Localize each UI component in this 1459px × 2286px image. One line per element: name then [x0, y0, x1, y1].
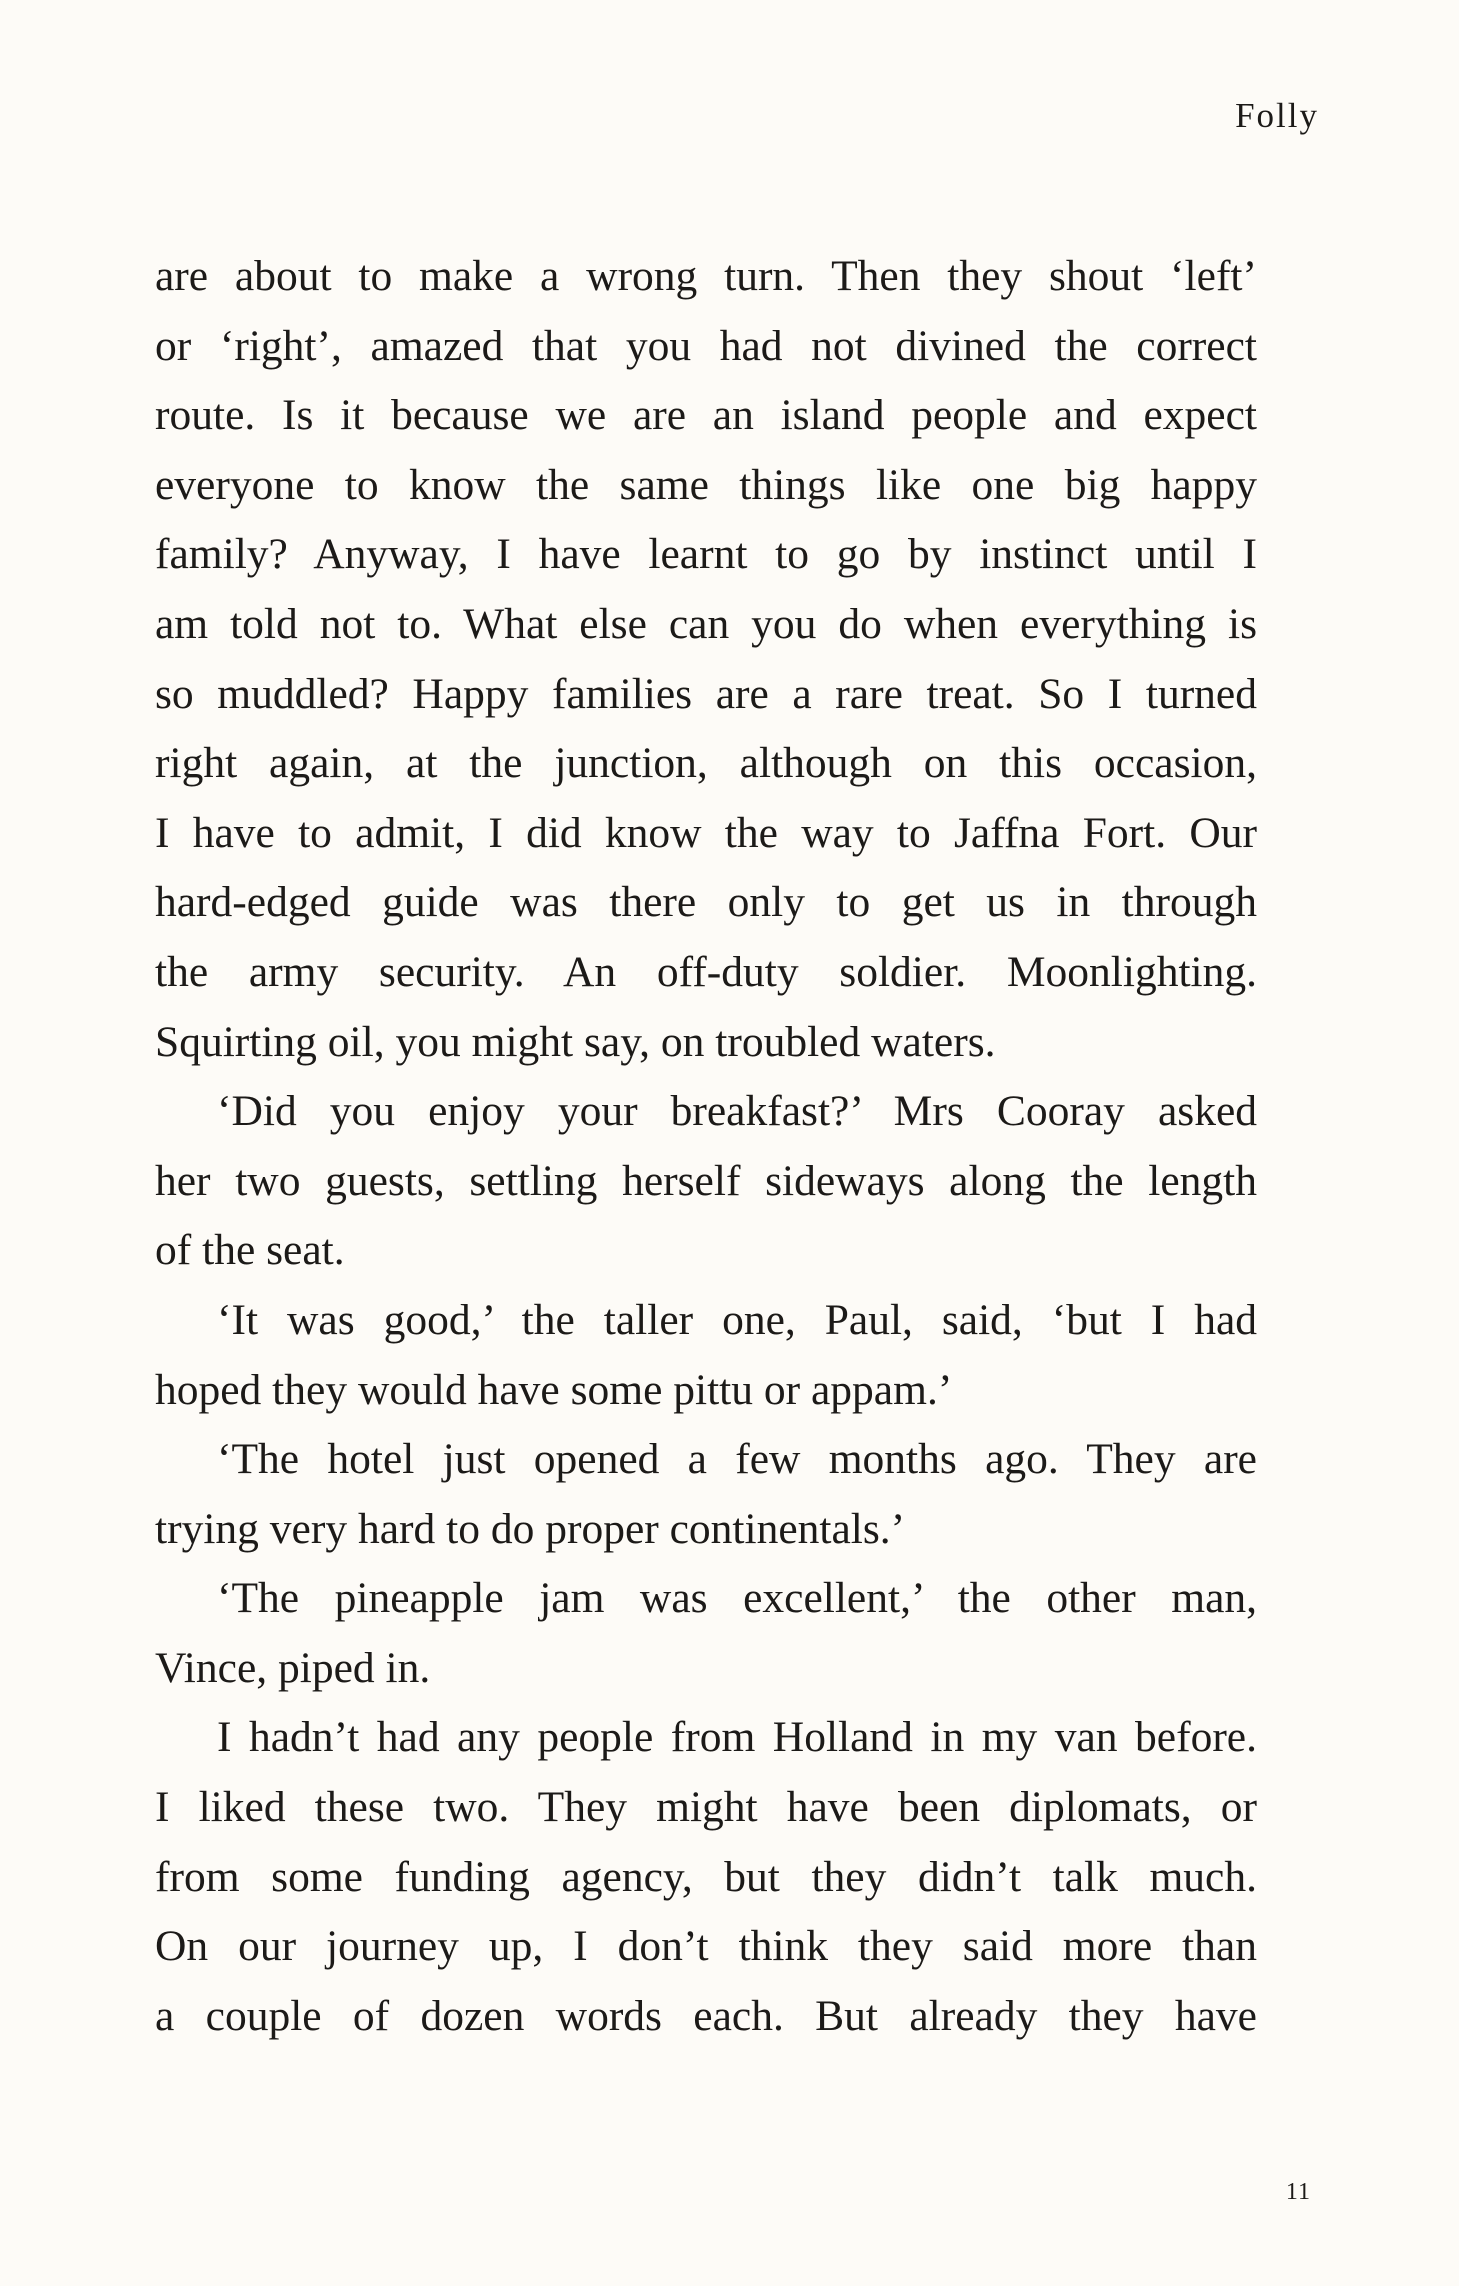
running-head: Folly [1235, 96, 1319, 135]
text-line: hard-edged guide was there only to get us in through [155, 878, 1257, 927]
text-line: so muddled? Happy families are a rare treat. So I turned [155, 669, 1257, 718]
text-line: her two guests, settling herself sideways along the length [155, 1156, 1257, 1205]
text-line: the army security. An off-duty soldier. Moonlighting. [155, 947, 1257, 996]
text-line: ‘Did you enjoy your breakfast?’ Mrs Cooray asked [217, 1087, 1257, 1136]
text-line: I liked these two. They might have been diplomats, or [155, 1783, 1257, 1832]
text-line: trying very hard to do proper continentals.’ [155, 1504, 906, 1553]
text-line: right again, at the junction, although on this occasion, [155, 739, 1257, 788]
text-line: I hadn’t had any people from Holland in my van before. [217, 1713, 1257, 1762]
text-line: I have to admit, I did know the way to Jaffna Fort. Our [155, 808, 1257, 857]
text-line: everyone to know the same things like one big happy [155, 460, 1257, 509]
text-line: of the seat. [155, 1226, 345, 1275]
text-line: ‘The hotel just opened a few months ago. They are [217, 1435, 1257, 1484]
text-line: or ‘right’, amazed that you had not divined the correct [155, 321, 1257, 370]
text-line: a couple of dozen words each. But already they have [155, 1991, 1257, 2040]
page-number: 11 [1285, 2179, 1311, 2205]
body-text [155, 242, 1257, 2051]
text-line: from some funding agency, but they didn’t talk much. [155, 1852, 1257, 1901]
text-line: am told not to. What else can you do when everything is [155, 599, 1257, 648]
text-line: are about to make a wrong turn. Then they shout ‘left’ [155, 252, 1257, 300]
text-line: route. Is it because we are an island people and expect [155, 391, 1257, 440]
text-line: Squirting oil, you might say, on troubled waters. [155, 1017, 996, 1066]
text-line: ‘It was good,’ the taller one, Paul, said, ‘but I had [217, 1295, 1257, 1344]
text-line: On our journey up, I don’t think they said more than [155, 1922, 1257, 1971]
text-line: family? Anyway, I have learnt to go by instinct until I [155, 530, 1257, 579]
text-line: hoped they would have some pittu or appam.’ [155, 1365, 953, 1414]
text-line: Vince, piped in. [155, 1643, 431, 1692]
text-line: ‘The pineapple jam was excellent,’ the other man, [217, 1574, 1257, 1623]
